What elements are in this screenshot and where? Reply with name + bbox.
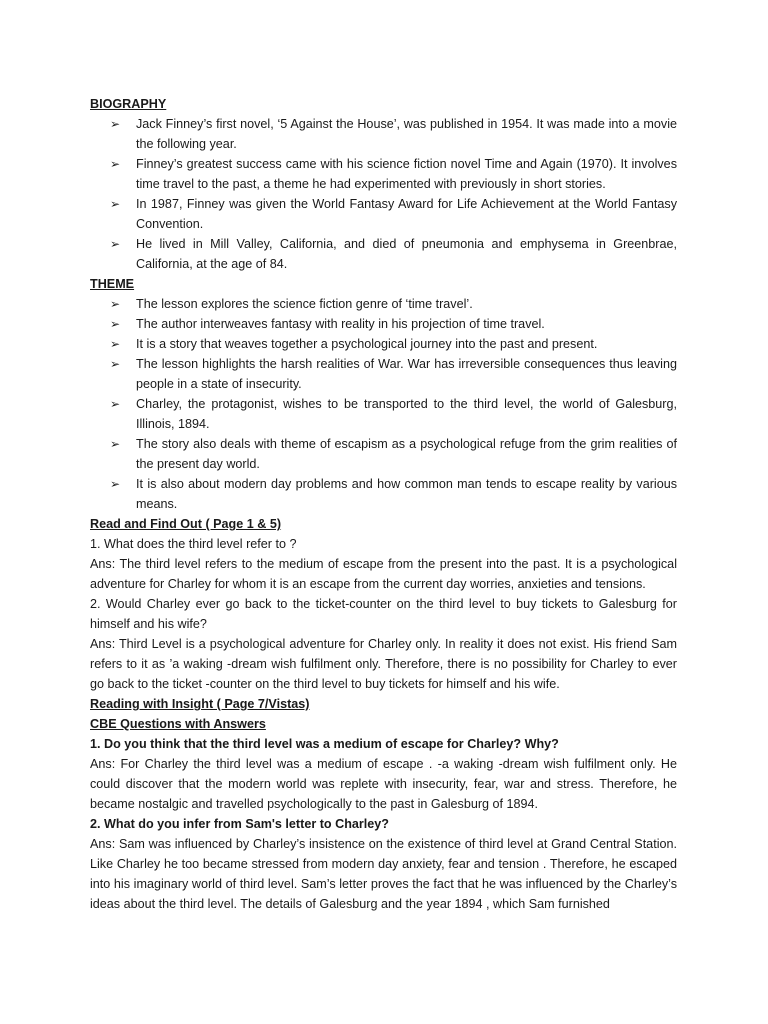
list-item-text: The author interweaves fantasy with reality in his projection of time travel. [136, 317, 545, 331]
document-content [90, 94, 677, 914]
arrow-bullet-icon: ➢ [110, 197, 121, 211]
list-item [90, 234, 677, 274]
list-item-text: It is also about modern day problems and how common man tends to escape reality by various means. [136, 477, 677, 511]
list-item-text: In 1987, Finney was given the World Fantasy Award for Life Achievement at the World Fantasy Convention. [136, 197, 677, 231]
arrow-bullet-icon: ➢ [110, 397, 121, 411]
arrow-bullet-icon: ➢ [110, 297, 121, 311]
insight-question-1: 1. Do you think that the third level was a medium of escape for Charley? Why? [90, 737, 559, 751]
list-item [90, 394, 677, 434]
insight-question-2: 2. What do you infer from Sam's letter to Charley? [90, 817, 389, 831]
arrow-bullet-icon: ➢ [110, 337, 121, 351]
arrow-bullet-icon: ➢ [110, 477, 121, 491]
answer-2: Ans: Third Level is a psychological adventure for Charley only. In reality it does not exist. His friend Sam refers to it as ’a waking -dream wish fulfilment only. Therefore, there is no possibility for Charley to ever go back to the ticket -counter on the third level to buy tickets for himself and his wife. [90, 637, 677, 691]
list-item-text: The lesson highlights the harsh realities of War. War has irreversible consequences thus leaving people in a state of insecurity. [136, 357, 677, 391]
list-item-text: The story also deals with theme of escapism as a psychological refuge from the grim realities of the present day world. [136, 437, 677, 471]
list-item-text: Finney’s greatest success came with his science fiction novel Time and Again (1970). It involves time travel to the past, a theme he had experimented with previously in short stories. [136, 157, 677, 191]
theme-heading: THEME [90, 277, 135, 291]
theme-list [90, 294, 677, 514]
list-item-text: Charley, the protagonist, wishes to be transported to the third level, the world of Galesburg, Illinois, 1894. [136, 397, 677, 431]
biography-list [90, 114, 677, 274]
list-item [90, 294, 677, 314]
list-item [90, 434, 677, 474]
list-item-text: It is a story that weaves together a psychological journey into the past and present. [136, 337, 598, 351]
list-item-text: Jack Finney’s first novel, ‘5 Against the House’, was published in 1954. It was made into a movie the following year. [136, 117, 677, 151]
list-item [90, 334, 677, 354]
insight-answer-2: Ans: Sam was influenced by Charley’s insistence on the existence of third level at Grand Central Station. Like Charley he too became stressed from modern day anxiety, fear and tension . Therefore, he escaped into his imaginary world of third level. Sam’s letter proves the fact that he was influenced by the Charley’s ideas about the third level. The details of Galesburg and the year 1894 , which Sam furnished [90, 837, 677, 911]
arrow-bullet-icon: ➢ [110, 437, 121, 451]
arrow-bullet-icon: ➢ [110, 157, 121, 171]
question-1: 1. What does the third level refer to ? [90, 537, 297, 551]
list-item-text: The lesson explores the science fiction genre of ‘time travel’. [136, 297, 473, 311]
arrow-bullet-icon: ➢ [110, 237, 121, 251]
reading-insight-heading: Reading with Insight ( Page 7/Vistas) [90, 697, 310, 711]
list-item-text: He lived in Mill Valley, California, and died of pneumonia and emphysema in Greenbrae, California, at the age of 84. [136, 237, 677, 271]
list-item [90, 154, 677, 194]
arrow-bullet-icon: ➢ [110, 117, 121, 131]
insight-answer-1: Ans: For Charley the third level was a medium of escape . -a waking -dream wish fulfilment only. He could discover that the modern world was replete with insecurity, fear, war and stress. Therefore, he became nostalgic and travelled psychologically to the past in Galesburg of 1894. [90, 757, 677, 811]
question-2: 2. Would Charley ever go back to the ticket-counter on the third level to buy tickets to Galesburg for himself and his wife? [90, 597, 677, 631]
cbe-questions-heading: CBE Questions with Answers [90, 717, 266, 731]
arrow-bullet-icon: ➢ [110, 357, 121, 371]
list-item [90, 474, 677, 514]
list-item [90, 114, 677, 154]
biography-heading: BIOGRAPHY [90, 97, 167, 111]
answer-1: Ans: The third level refers to the medium of escape from the present into the past. It is a psychological adventure for Charley for whom it is an escape from the current day worries, anxieties and tensions. [90, 557, 677, 591]
list-item [90, 354, 677, 394]
read-find-out-heading: Read and Find Out ( Page 1 & 5) [90, 517, 282, 531]
list-item [90, 314, 677, 334]
list-item [90, 194, 677, 234]
arrow-bullet-icon: ➢ [110, 317, 121, 331]
